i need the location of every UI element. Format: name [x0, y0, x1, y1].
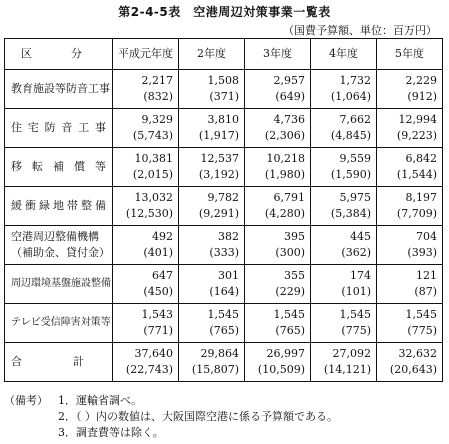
value-cell: 2,229 (912) — [377, 70, 443, 109]
value-cell: 647 (450) — [113, 265, 179, 304]
value-cell: 704 (393) — [377, 226, 443, 265]
row-category: 移転補償等 — [5, 148, 113, 187]
value-cell: 1,732 (1,064) — [311, 70, 377, 109]
value-cell: 9,782 (9,291) — [179, 187, 245, 226]
value-cell: 1,508 (371) — [179, 70, 245, 109]
table-row — [5, 226, 443, 265]
total-cell: 29,864 (15,807) — [179, 343, 245, 382]
total-cell: 26,997 (10,509) — [245, 343, 311, 382]
value-cell: 6,842 (1,544) — [377, 148, 443, 187]
total-cell: 37,640 (22,743) — [113, 343, 179, 382]
header-year: 3年度 — [245, 39, 311, 70]
header-year: 5年度 — [377, 39, 443, 70]
table-row — [5, 109, 443, 148]
header-year: 2年度 — [179, 39, 245, 70]
notes-label: （備考） — [4, 394, 48, 407]
value-cell: 174 (101) — [311, 265, 377, 304]
value-cell: 7,662 (4,845) — [311, 109, 377, 148]
value-cell: 355 (229) — [245, 265, 311, 304]
row-category: 緩衝緑地帯整備 — [5, 187, 113, 226]
value-cell: 1,545 (775) — [311, 304, 377, 343]
note-item: 2．（ ）内の数値は、大阪国際空港に係る予算額である。 — [58, 410, 338, 423]
total-cell: 27,092 (14,121) — [311, 343, 377, 382]
value-cell: 3,810 (1,917) — [179, 109, 245, 148]
value-cell: 492 (401) — [113, 226, 179, 265]
value-cell: 4,736 (2,306) — [245, 109, 311, 148]
table-row — [5, 70, 443, 109]
budget-table — [4, 38, 443, 382]
table-title: 第2-4-5表 空港周辺対策事業一覧表 — [118, 5, 331, 19]
value-cell: 13,032 (12,530) — [113, 187, 179, 226]
value-cell: 2,957 (649) — [245, 70, 311, 109]
row-category: 住宅防音工事 — [5, 109, 113, 148]
value-cell: 445 (362) — [311, 226, 377, 265]
header-year: 4年度 — [311, 39, 377, 70]
value-cell: 12,537 (3,192) — [179, 148, 245, 187]
value-cell: 8,197 (7,709) — [377, 187, 443, 226]
row-category: 空港周辺整備機構 （補助金、貸付金） — [5, 226, 113, 265]
value-cell: 12,994 (9,223) — [377, 109, 443, 148]
header-row — [5, 39, 443, 70]
value-cell: 2,217 (832) — [113, 70, 179, 109]
unit-note: （国費予算額、単位：百万円） — [283, 24, 437, 37]
table-row — [5, 265, 443, 304]
value-cell: 10,218 (1,980) — [245, 148, 311, 187]
total-row — [5, 343, 443, 382]
value-cell: 1,545 (765) — [179, 304, 245, 343]
value-cell: 382 (333) — [179, 226, 245, 265]
table-row — [5, 148, 443, 187]
notes-list — [58, 393, 338, 441]
table-row — [5, 187, 443, 226]
note-item: 3．調査費等は除く。 — [58, 426, 164, 439]
value-cell: 10,381 (2,015) — [113, 148, 179, 187]
value-cell: 5,975 (5,384) — [311, 187, 377, 226]
value-cell: 395 (300) — [245, 226, 311, 265]
value-cell: 121 (87) — [377, 265, 443, 304]
value-cell: 1,545 (775) — [377, 304, 443, 343]
header-category: 区 分 — [5, 39, 113, 70]
table-row — [5, 304, 443, 343]
value-cell: 6,791 (4,280) — [245, 187, 311, 226]
value-cell: 9,559 (1,590) — [311, 148, 377, 187]
total-label: 合計 — [5, 343, 113, 382]
value-cell: 1,545 (765) — [245, 304, 311, 343]
header-year: 平成元年度 — [113, 39, 179, 70]
total-cell: 32,632 (20,643) — [377, 343, 443, 382]
value-cell: 1,543 (771) — [113, 304, 179, 343]
row-category: テレビ受信障害対策等 — [5, 304, 113, 343]
row-category: 教育施設等防音工事 — [5, 70, 113, 109]
value-cell: 301 (164) — [179, 265, 245, 304]
value-cell: 9,329 (5,743) — [113, 109, 179, 148]
row-category: 周辺環境基盤施設整備 — [5, 265, 113, 304]
note-item: 1．運輸省調べ。 — [58, 394, 142, 407]
